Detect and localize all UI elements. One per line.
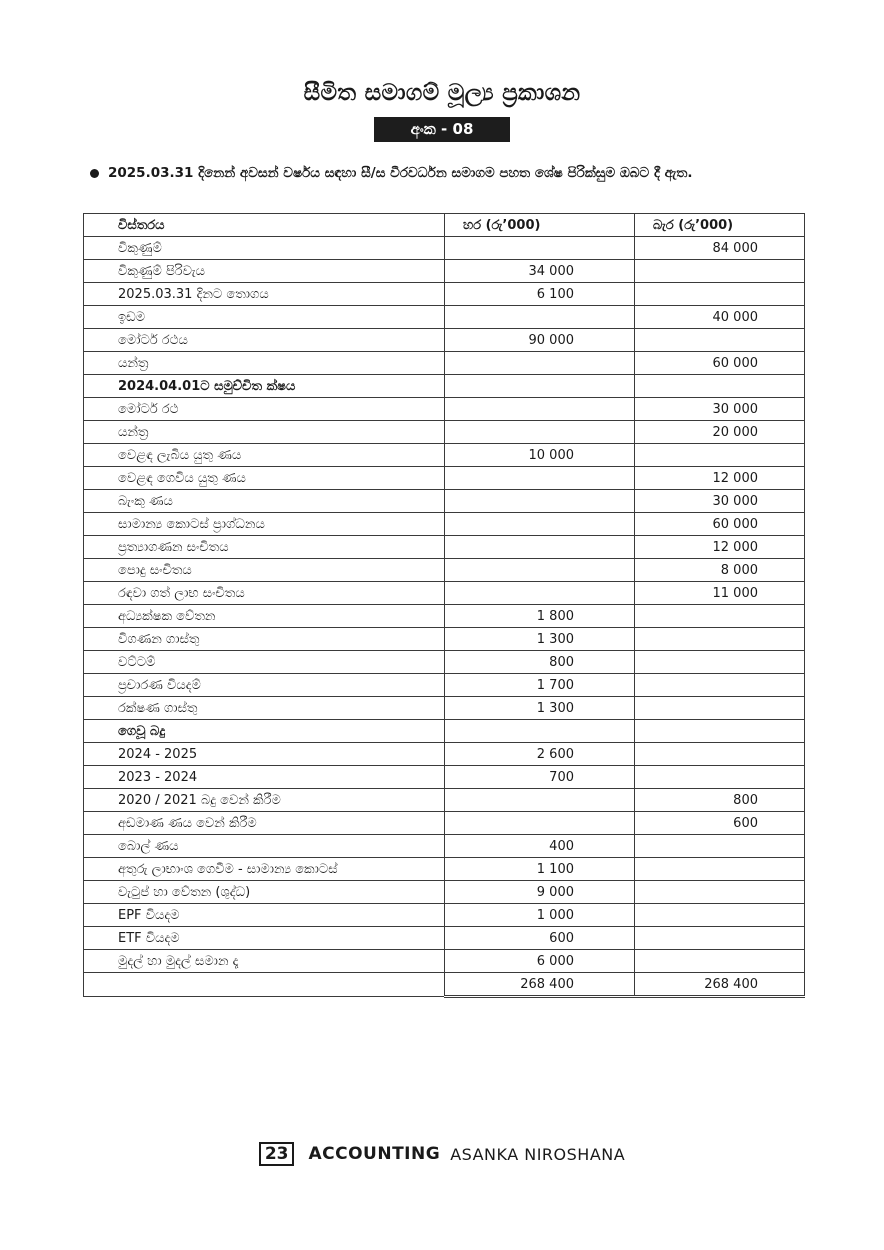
row-credit bbox=[635, 835, 805, 858]
row-debit: 6 000 bbox=[445, 950, 635, 973]
row-description: වැටුප් හා වේතන (ශුද්ධ) bbox=[84, 881, 445, 904]
table-header-row bbox=[84, 214, 805, 237]
table-body bbox=[84, 237, 805, 997]
row-debit bbox=[445, 559, 635, 582]
header-credit: බැර (රු’000) bbox=[635, 214, 805, 237]
row-debit bbox=[445, 421, 635, 444]
row-description: සාමාන්‍ය කොටස් ප්‍රාග්ධනය bbox=[84, 513, 445, 536]
row-debit bbox=[445, 398, 635, 421]
question-number-badge: අංක - 08 bbox=[374, 117, 510, 142]
row-credit bbox=[635, 651, 805, 674]
total-debit: 268 400 bbox=[445, 973, 635, 997]
table-row bbox=[84, 881, 805, 904]
table-row bbox=[84, 766, 805, 789]
table-row bbox=[84, 950, 805, 973]
row-credit: 600 bbox=[635, 812, 805, 835]
row-description: 2025.03.31 දිනට තොගය bbox=[84, 283, 445, 306]
intro-text: 2025.03.31 දිනෙන් අවසන් වර්ෂය සඳහා සී/ස වීරවර්ධන සමාගම පහත ශේෂ පිරික්සුම ඔබට දී ඇත. bbox=[108, 165, 693, 181]
row-description: වට්ටම් bbox=[84, 651, 445, 674]
row-credit bbox=[635, 260, 805, 283]
table-row bbox=[84, 467, 805, 490]
row-credit: 20 000 bbox=[635, 421, 805, 444]
row-credit: 30 000 bbox=[635, 398, 805, 421]
table-row bbox=[84, 582, 805, 605]
row-debit: 800 bbox=[445, 651, 635, 674]
row-description: ගෙවූ බදු bbox=[84, 720, 445, 743]
table-row bbox=[84, 283, 805, 306]
row-debit: 1 000 bbox=[445, 904, 635, 927]
table-row bbox=[84, 858, 805, 881]
row-description: රක්ෂණ ගාස්තු bbox=[84, 697, 445, 720]
row-debit bbox=[445, 720, 635, 743]
row-debit: 9 000 bbox=[445, 881, 635, 904]
row-credit bbox=[635, 858, 805, 881]
row-description: වෙළඳ ගෙවිය යුතු ණය bbox=[84, 467, 445, 490]
row-description: අඩමාණ ණය වෙන් කිරීම bbox=[84, 812, 445, 835]
table-row bbox=[84, 789, 805, 812]
row-credit bbox=[635, 766, 805, 789]
table-row bbox=[84, 559, 805, 582]
row-debit: 400 bbox=[445, 835, 635, 858]
row-credit bbox=[635, 628, 805, 651]
table-row bbox=[84, 605, 805, 628]
row-credit bbox=[635, 743, 805, 766]
table-row bbox=[84, 375, 805, 398]
header-debit: හර (රු’000) bbox=[445, 214, 635, 237]
row-description: මෝටර් රථ bbox=[84, 398, 445, 421]
table-row bbox=[84, 306, 805, 329]
footer-author: ASANKA NIROSHANA bbox=[450, 1144, 626, 1164]
page-title: සීමිත සමාගම් මූල්‍ය ප්‍රකාශන bbox=[303, 80, 581, 106]
table-row bbox=[84, 812, 805, 835]
row-debit bbox=[445, 375, 635, 398]
row-credit: 60 000 bbox=[635, 352, 805, 375]
row-credit bbox=[635, 674, 805, 697]
row-credit bbox=[635, 881, 805, 904]
row-credit bbox=[635, 605, 805, 628]
table-row bbox=[84, 651, 805, 674]
table-row bbox=[84, 628, 805, 651]
row-description: EPF වියදම bbox=[84, 904, 445, 927]
row-credit: 12 000 bbox=[635, 467, 805, 490]
bullet-icon bbox=[90, 169, 99, 178]
row-description: ප්‍රචාරණ වියදම් bbox=[84, 674, 445, 697]
row-credit bbox=[635, 697, 805, 720]
row-debit: 1 700 bbox=[445, 674, 635, 697]
row-credit: 30 000 bbox=[635, 490, 805, 513]
row-debit: 1 300 bbox=[445, 697, 635, 720]
row-description: රඳවා ගත් ලාභ සංචිතය bbox=[84, 582, 445, 605]
row-description: විකුණුම් bbox=[84, 237, 445, 260]
row-debit: 700 bbox=[445, 766, 635, 789]
row-description: මුදල් හා මුදල් සමාන දෑ bbox=[84, 950, 445, 973]
row-description: මෝටර් රථය bbox=[84, 329, 445, 352]
row-description: විගණන ගාස්තු bbox=[84, 628, 445, 651]
row-debit bbox=[445, 306, 635, 329]
table-row bbox=[84, 421, 805, 444]
table-row bbox=[84, 927, 805, 950]
table-row bbox=[84, 697, 805, 720]
table-row bbox=[84, 329, 805, 352]
table-row bbox=[84, 743, 805, 766]
row-credit bbox=[635, 329, 805, 352]
row-debit: 90 000 bbox=[445, 329, 635, 352]
row-debit: 1 300 bbox=[445, 628, 635, 651]
row-debit: 34 000 bbox=[445, 260, 635, 283]
row-credit: 800 bbox=[635, 789, 805, 812]
row-credit bbox=[635, 904, 805, 927]
row-description: බොල් ණය bbox=[84, 835, 445, 858]
row-debit: 600 bbox=[445, 927, 635, 950]
row-credit bbox=[635, 283, 805, 306]
total-description bbox=[84, 973, 445, 997]
row-debit bbox=[445, 582, 635, 605]
row-debit: 2 600 bbox=[445, 743, 635, 766]
row-description: යන්ත්‍ර bbox=[84, 421, 445, 444]
row-debit bbox=[445, 536, 635, 559]
row-debit: 6 100 bbox=[445, 283, 635, 306]
row-description: ඉඩම bbox=[84, 306, 445, 329]
row-credit: 11 000 bbox=[635, 582, 805, 605]
row-credit bbox=[635, 720, 805, 743]
row-credit bbox=[635, 950, 805, 973]
row-description: පොදු සංචිතය bbox=[84, 559, 445, 582]
table-row bbox=[84, 352, 805, 375]
table-row bbox=[84, 398, 805, 421]
row-debit bbox=[445, 467, 635, 490]
row-description: ප්‍රත්‍යාගණන සංචිතය bbox=[84, 536, 445, 559]
footer-subject: ACCOUNTING bbox=[308, 1144, 441, 1164]
row-description: වෙළඳ ලැබිය යුතු ණය bbox=[84, 444, 445, 467]
row-credit: 60 000 bbox=[635, 513, 805, 536]
table-row bbox=[84, 260, 805, 283]
table-row bbox=[84, 835, 805, 858]
row-credit: 8 000 bbox=[635, 559, 805, 582]
row-debit: 10 000 bbox=[445, 444, 635, 467]
table-row bbox=[84, 536, 805, 559]
total-credit: 268 400 bbox=[635, 973, 805, 997]
row-credit: 12 000 bbox=[635, 536, 805, 559]
row-debit bbox=[445, 812, 635, 835]
table-row bbox=[84, 674, 805, 697]
row-description: විකුණුම් පිරිවැය bbox=[84, 260, 445, 283]
table-row bbox=[84, 720, 805, 743]
row-description: අතුරු ලාභාංශ ගෙවීම - සාමාන්‍ය කොටස් bbox=[84, 858, 445, 881]
row-debit: 1 100 bbox=[445, 858, 635, 881]
table-row bbox=[84, 490, 805, 513]
row-description: බැංකු ණය bbox=[84, 490, 445, 513]
table-row bbox=[84, 444, 805, 467]
total-row bbox=[84, 973, 805, 997]
trial-balance-table bbox=[83, 213, 805, 998]
row-debit bbox=[445, 237, 635, 260]
table-row bbox=[84, 237, 805, 260]
header-description: විස්තරය bbox=[84, 214, 445, 237]
row-credit bbox=[635, 444, 805, 467]
row-description: 2024 - 2025 bbox=[84, 743, 445, 766]
row-debit: 1 800 bbox=[445, 605, 635, 628]
row-description: 2020 / 2021 බදු වෙන් කිරීම bbox=[84, 789, 445, 812]
row-credit bbox=[635, 375, 805, 398]
row-description: යන්ත්‍ර bbox=[84, 352, 445, 375]
row-description: 2023 - 2024 bbox=[84, 766, 445, 789]
table-row bbox=[84, 513, 805, 536]
row-debit bbox=[445, 490, 635, 513]
page-footer bbox=[0, 1142, 884, 1166]
row-credit bbox=[635, 927, 805, 950]
row-description: ETF වියදම bbox=[84, 927, 445, 950]
row-credit: 40 000 bbox=[635, 306, 805, 329]
page-number: 23 bbox=[259, 1142, 295, 1166]
row-debit bbox=[445, 513, 635, 536]
row-debit bbox=[445, 352, 635, 375]
row-description: 2024.04.01ට සමුච්චිත ක්ෂය bbox=[84, 375, 445, 398]
question-intro bbox=[90, 165, 850, 181]
table-row bbox=[84, 904, 805, 927]
row-credit: 84 000 bbox=[635, 237, 805, 260]
row-description: අධ්‍යක්ෂක වේතන bbox=[84, 605, 445, 628]
row-debit bbox=[445, 789, 635, 812]
